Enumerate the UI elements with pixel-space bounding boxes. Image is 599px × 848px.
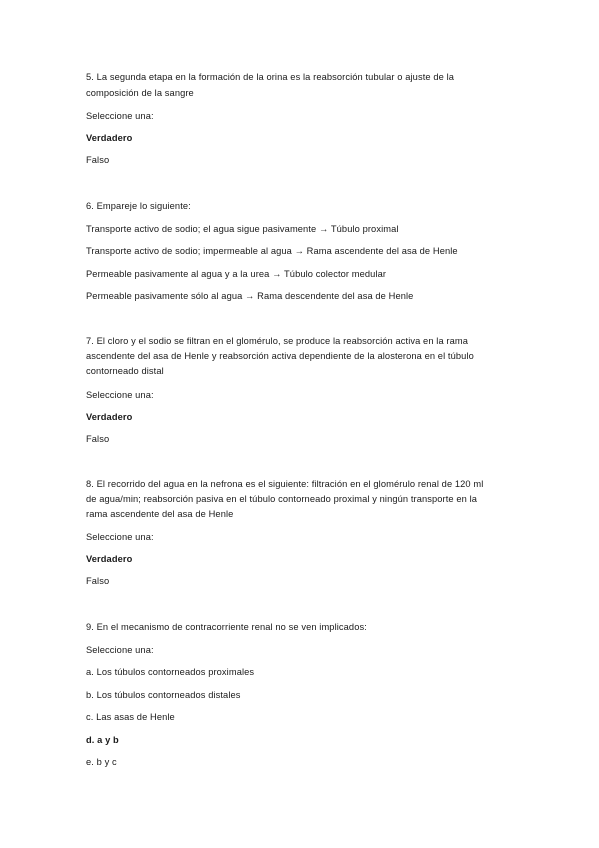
question-text: contorneado distal (86, 366, 164, 376)
select-prompt: Seleccione una: (86, 532, 154, 542)
answer-option: Falso (86, 434, 110, 444)
match-item: Transporte activo de sodio; el agua sigue pasivamente → Túbulo proximal (86, 224, 399, 234)
match-item: Permeable pasivamente sólo al agua → Rama descendente del asa de Henle (86, 291, 414, 301)
selected-answer: Verdadero (86, 133, 133, 143)
question-text: rama ascendente del asa de Henle (86, 509, 234, 519)
answer-option-b: b. Los túbulos contorneados distales (86, 690, 241, 700)
answer-option-a: a. Los túbulos contorneados proximales (86, 667, 255, 677)
question-text: de agua/min; reabsorción pasiva en el túbulo contorneado proximal y ningún transporte en la (86, 494, 478, 504)
answer-option: Falso (86, 155, 110, 165)
answer-option-c: c. Las asas de Henle (86, 712, 175, 722)
match-item: Permeable pasivamente al agua y a la urea → Túbulo colector medular (86, 269, 387, 279)
select-prompt: Seleccione una: (86, 111, 154, 121)
question-text: 9. En el mecanismo de contracorriente renal no se ven implicados: (86, 622, 367, 632)
question-text: 5. La segunda etapa en la formación de la orina es la reabsorción tubular o ajuste de la (86, 72, 455, 82)
selected-answer: Verdadero (86, 554, 133, 564)
question-text: 7. El cloro y el sodio se filtran en el glomérulo, se produce la reabsorción activa en la rama (86, 336, 468, 346)
question-text: 8. El recorrido del agua en la nefrona es el siguiente: filtración en el glomérulo renal de 120 ml (86, 479, 484, 489)
question-text: composición de la sangre (86, 88, 194, 98)
match-item: Transporte activo de sodio; impermeable al agua → Rama ascendente del asa de Henle (86, 246, 458, 256)
selected-answer: Verdadero (86, 412, 133, 422)
answer-option-e: e. b y c (86, 757, 117, 767)
select-prompt: Seleccione una: (86, 645, 154, 655)
answer-option: Falso (86, 576, 110, 586)
selected-answer-d: d. a y b (86, 735, 119, 745)
question-text: 6. Empareje lo siguiente: (86, 201, 191, 211)
select-prompt: Seleccione una: (86, 390, 154, 400)
question-text: ascendente del asa de Henle y reabsorción activa dependiente de la alosterona en el túbulo (86, 351, 474, 361)
